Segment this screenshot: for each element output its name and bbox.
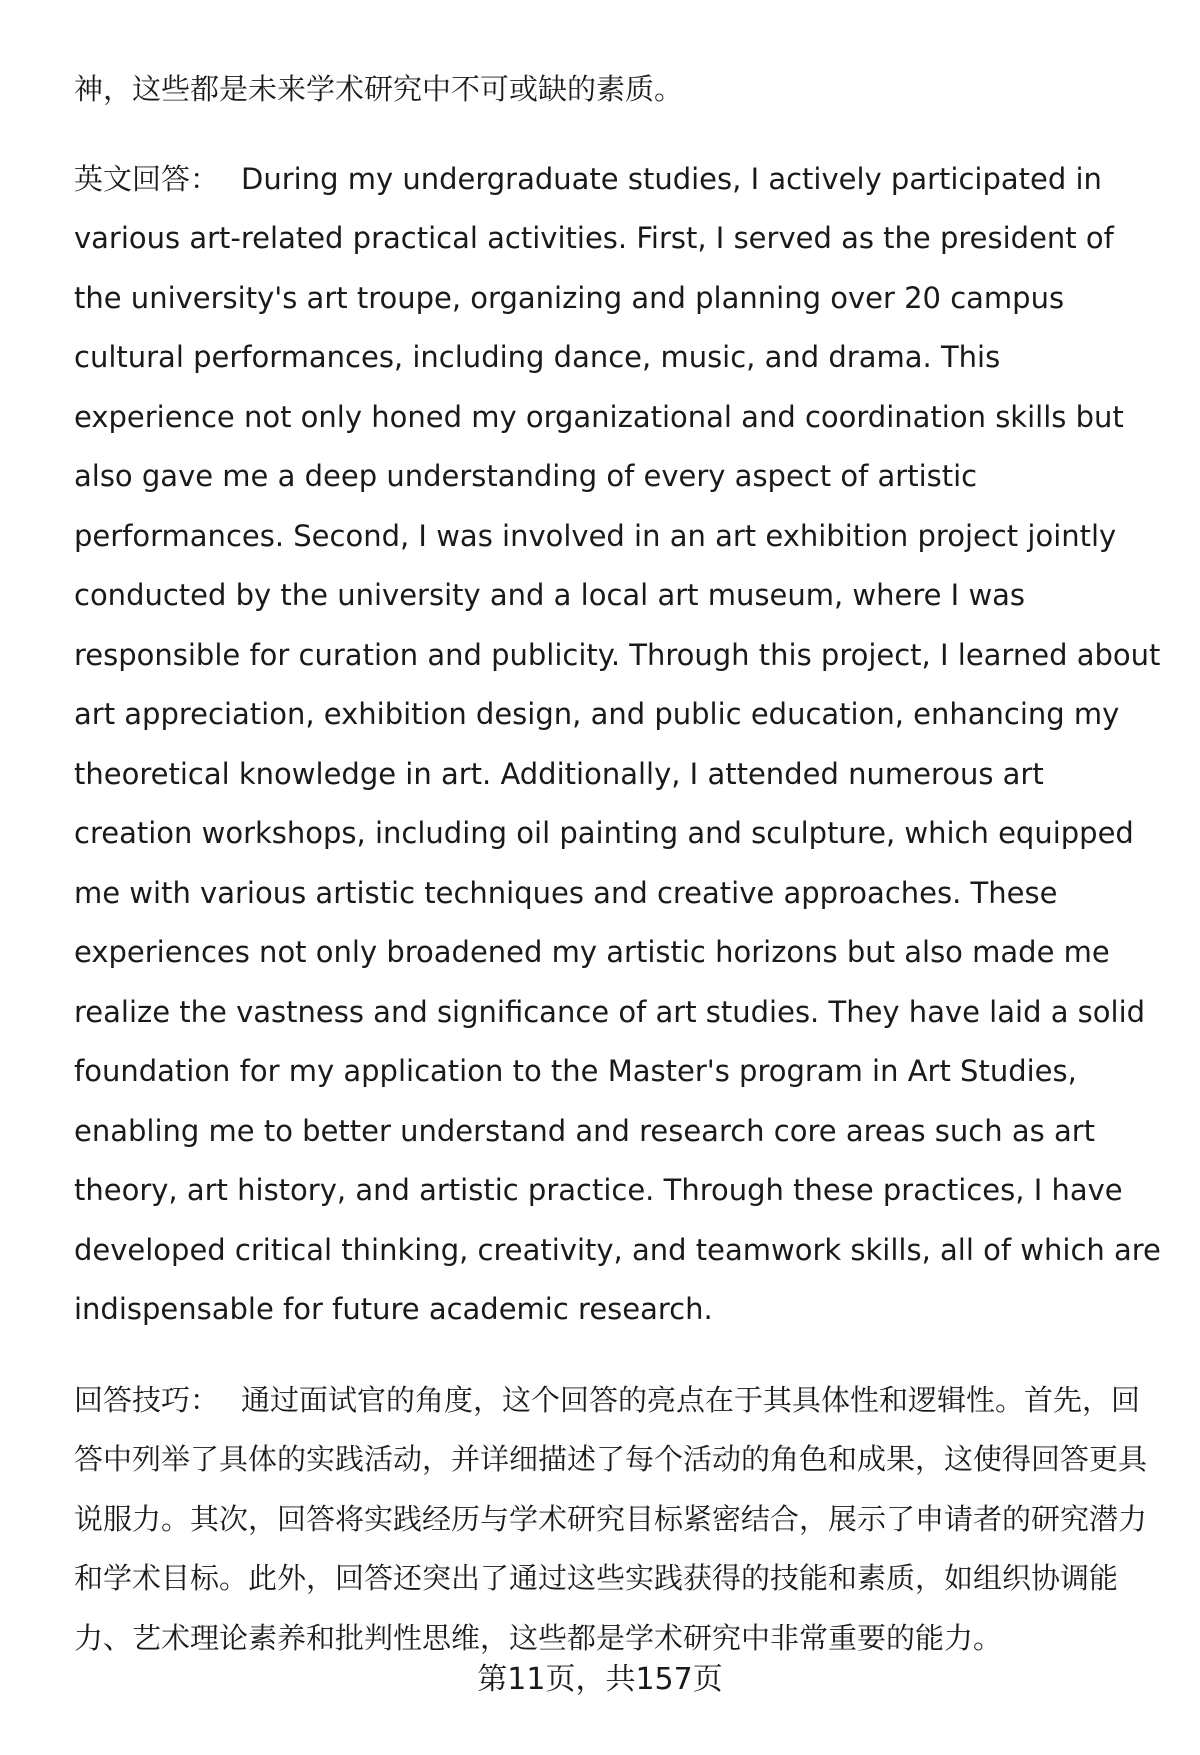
- english-answer-paragraph: [74, 150, 1164, 1340]
- english-answer-label: 英文回答：: [74, 161, 220, 196]
- answer-tips-label: 回答技巧：: [74, 1382, 220, 1417]
- page-footer: 第11页，共157页: [477, 1662, 723, 1697]
- answer-tips-text: 通过面试官的角度，这个回答的亮点在于其具体性和逻辑性。首先，回答中列举了具体的实践活动，并详细描述了每个活动的角色和成果，这使得回答更具说服力。其次，回答将实践经历与学术研究目标紧密结合，展示了申请者的研究潜力和学术目标。此外，回答还突出了通过这些实践获得的技能和素质，如组织协调能力、艺术理论素养和批判性思维，这些都是学术研究中非常重要的能力。: [74, 1382, 1148, 1655]
- continued-paragraph: 神，这些都是未来学术研究中不可或缺的素质。: [74, 72, 684, 106]
- document-page: [74, 60, 1164, 1668]
- english-answer-text: During my undergraduate studies, I actively participated in various art-related practical activities. First, I served as the president of the university's art troupe, organizing and planning over 20 campus cultural performances, including dance, music, and drama. This experience not only honed my organizational and coordination skills but also gave me a deep understanding of every aspect of artistic performances. Second, I was involved in an art exhibition project jointly conducted by the university and a local art museum, where I was responsible for curation and publicity. Through this project, I learned about art appreciation, exhibition design, and public education, enhancing my theoretical knowledge in art. Additionally, I attended numerous art creation workshops, including oil painting and sculpture, which equipped me with various artistic techniques and creative approaches. These experiences not only broadened my artistic horizons but also made me realize the vastness and significance of art studies. They have laid a solid foundation for my application to the Master's program in Art Studies, enabling me to better understand and research core areas such as art theory, art history, and artistic practice. Through these practices, I have developed critical thinking, creativity, and teamwork skills, all of which are indispensable for future academic research.: [74, 161, 1161, 1326]
- answer-tips-paragraph: [74, 1371, 1164, 1669]
